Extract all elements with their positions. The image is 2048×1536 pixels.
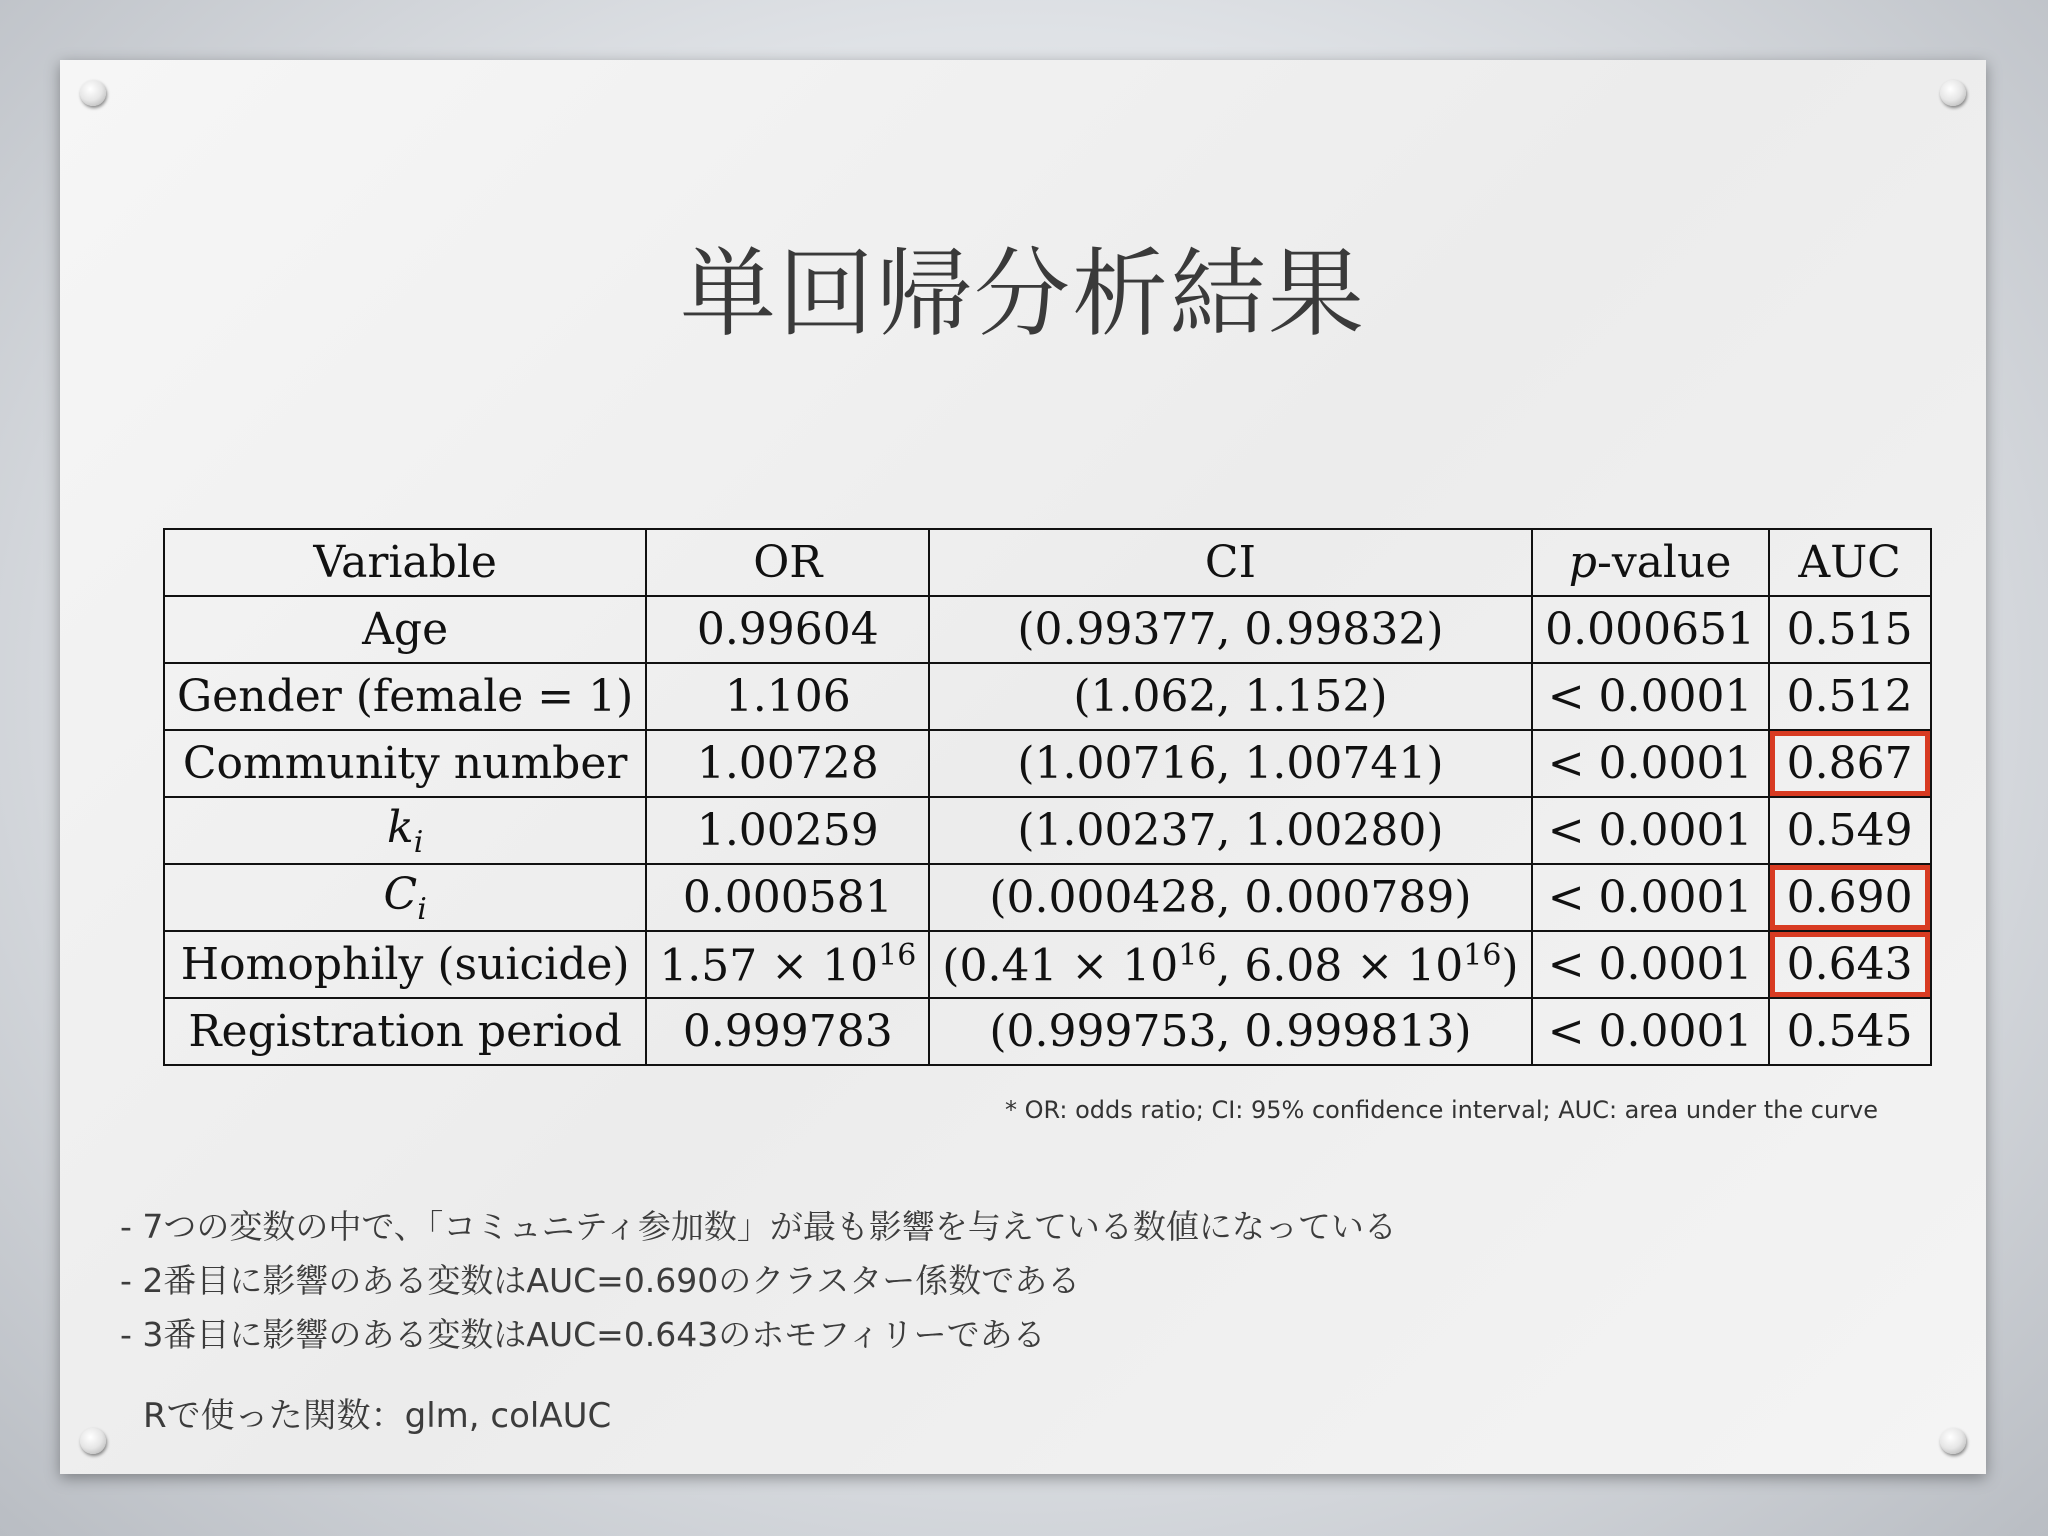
cell-p-value: < 0.0001 <box>1532 797 1769 864</box>
cell-ci: (1.062, 1.152) <box>929 663 1531 730</box>
cell-or <box>646 931 929 998</box>
cell-auc-highlighted: 0.867 <box>1769 730 1931 797</box>
cell-ci: (1.00716, 1.00741) <box>929 730 1531 797</box>
cell-auc: 0.515 <box>1769 596 1931 663</box>
cell-auc-highlighted: 0.690 <box>1769 864 1931 931</box>
cell-auc: 0.512 <box>1769 663 1931 730</box>
cell-auc: 0.545 <box>1769 998 1931 1065</box>
table-row <box>164 797 1931 864</box>
cell-or: 0.999783 <box>646 998 929 1065</box>
cell-or: 0.000581 <box>646 864 929 931</box>
cell-variable <box>164 797 646 864</box>
table-row <box>164 596 1931 663</box>
header-auc: AUC <box>1769 529 1931 596</box>
cell-or: 1.00259 <box>646 797 929 864</box>
results-table <box>163 528 1932 1066</box>
table-row <box>164 998 1931 1065</box>
bullet-list <box>120 1200 1397 1362</box>
cell-variable: Age <box>164 596 646 663</box>
cell-or: 0.99604 <box>646 596 929 663</box>
cell-ci: (0.999753, 0.999813) <box>929 998 1531 1065</box>
p-letter: p <box>1568 537 1597 588</box>
slide <box>60 60 1986 1474</box>
ci-upper-base: , 6.08 × 10 <box>1216 940 1464 992</box>
or-base: 1.57 × 10 <box>659 940 879 992</box>
pin-top-right-icon <box>1940 80 1966 106</box>
functions-note: Rで使った関数：glm, colAUC <box>143 1396 612 1436</box>
cell-p-value: < 0.0001 <box>1532 864 1769 931</box>
bullet-item: - 2番目に影響のある変数はAUC=0.690のクラスター係数である <box>120 1261 1081 1300</box>
pin-bottom-right-icon <box>1940 1428 1966 1454</box>
ci-lower-base: (0.41 × 10 <box>942 940 1179 992</box>
table-header-row <box>164 529 1931 596</box>
cell-variable: Homophily (suicide) <box>164 931 646 998</box>
cell-ci: (0.000428, 0.000789) <box>929 864 1531 931</box>
pin-top-left-icon <box>80 80 106 106</box>
k-subscript: i <box>413 824 424 860</box>
ci-upper-exponent: 16 <box>1463 937 1502 973</box>
table-row <box>164 864 1931 931</box>
table-row <box>164 663 1931 730</box>
header-variable: Variable <box>164 529 646 596</box>
header-ci: CI <box>929 529 1531 596</box>
slide-title: 単回帰分析結果 <box>680 238 1366 350</box>
bullet-item: - 7つの変数の中で、「コミュニティ参加数」が最も影響を与えている数値になっている <box>120 1207 1397 1246</box>
pin-bottom-left-icon <box>80 1428 106 1454</box>
cell-p-value: < 0.0001 <box>1532 931 1769 998</box>
cell-variable <box>164 864 646 931</box>
or-exponent: 16 <box>878 937 917 973</box>
bullet-item: - 3番目に影響のある変数はAUC=0.643のホモフィリーである <box>120 1315 1046 1354</box>
cell-ci <box>929 931 1531 998</box>
p-suffix: -value <box>1596 537 1732 588</box>
cell-variable: Registration period <box>164 998 646 1065</box>
table-row <box>164 730 1931 797</box>
table-footnote: * OR: odds ratio; CI: 95% confidence interval; AUC: area under the curve <box>1004 1096 1878 1124</box>
k-symbol: k <box>387 801 414 853</box>
cell-p-value: < 0.0001 <box>1532 663 1769 730</box>
cell-ci: (0.99377, 0.99832) <box>929 596 1531 663</box>
cell-p-value: < 0.0001 <box>1532 998 1769 1065</box>
table-row <box>164 931 1931 998</box>
cell-auc-highlighted: 0.643 <box>1769 931 1931 998</box>
cell-ci: (1.00237, 1.00280) <box>929 797 1531 864</box>
cell-auc: 0.549 <box>1769 797 1931 864</box>
cell-p-value: < 0.0001 <box>1532 730 1769 797</box>
ci-close: ) <box>1501 940 1519 992</box>
header-p-value <box>1532 529 1769 596</box>
cell-variable: Community number <box>164 730 646 797</box>
cell-p-value: 0.000651 <box>1532 596 1769 663</box>
cell-variable: Gender (female = 1) <box>164 663 646 730</box>
c-symbol: C <box>383 868 418 920</box>
cell-or: 1.00728 <box>646 730 929 797</box>
c-subscript: i <box>417 891 427 927</box>
header-or: OR <box>646 529 929 596</box>
cell-or: 1.106 <box>646 663 929 730</box>
ci-lower-exponent: 16 <box>1178 937 1217 973</box>
